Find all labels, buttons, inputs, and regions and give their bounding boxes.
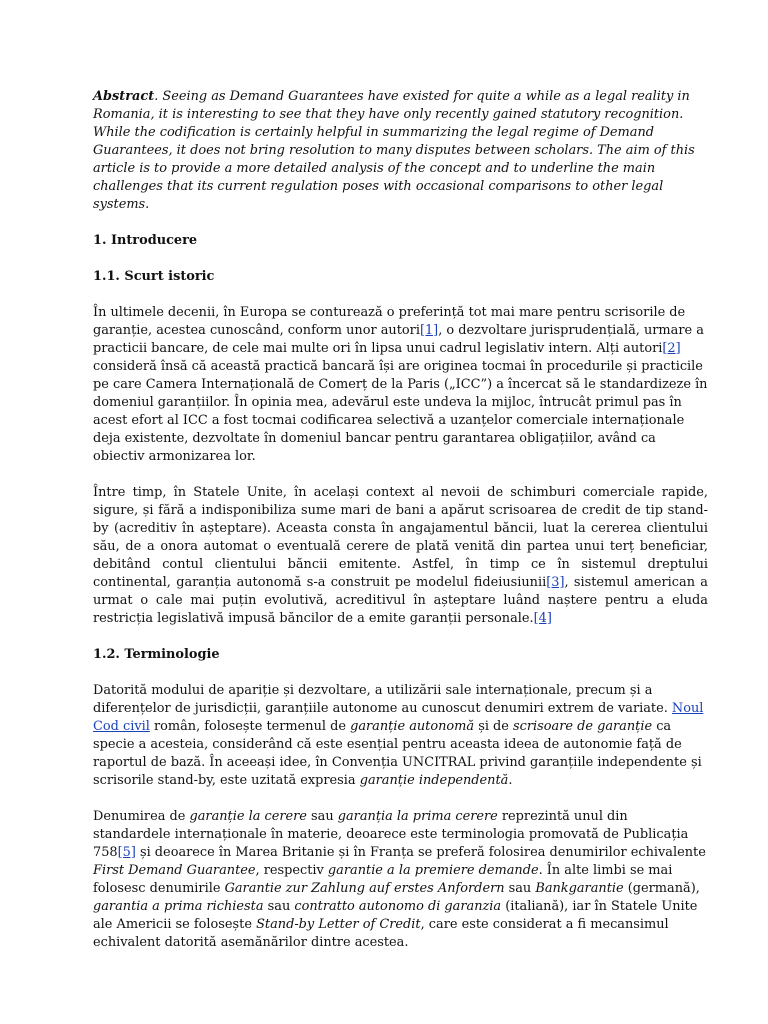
text-run: (italiană), iar în Statele Unite ale Americii se folosește <box>93 899 698 932</box>
italic-term: Garantie zur Zahlung auf erstes Anfordern <box>224 881 505 896</box>
text-run: român, folosește termenul de <box>149 719 351 734</box>
paragraph-terminologie-2 <box>93 808 708 952</box>
section-heading-scurt-istoric: 1.1. Scurt istoric <box>93 269 215 284</box>
italic-term: garanție autonomă <box>350 719 475 734</box>
text-run: , respectiv <box>255 863 328 878</box>
text-run: sau <box>306 809 338 824</box>
text-run: și de <box>474 719 514 734</box>
footnote-link-3[interactable]: [3] <box>546 575 565 590</box>
text-run: (germană), <box>623 881 700 896</box>
text-run: sau <box>504 881 536 896</box>
text-run: Datorită modului de apariție și dezvoltare, a utilizării sale internaționale, precum și a diferențelor de jurisdicții, garanțiile autonome au cunoscut denumiri extrem de variate. <box>93 683 672 716</box>
footnote-link-2[interactable]: [2] <box>662 341 681 356</box>
italic-term: scrisoare de garanție <box>513 719 653 734</box>
paragraph-istoric-1 <box>93 304 708 466</box>
abstract-text: . Seeing as Demand Guarantees have existed for quite a while as a legal reality in Romania, it is interesting to see that they have only recently gained statutory recognition. While the codification is certainly helpful in summarizing the legal regime of Demand Guarantees, it does not bring resolution to many disputes between scholars. The aim of this article is to provide a more detailed analysis of the concept and to underline the main challenges that its current regulation poses with occasional comparisons to other legal systems. <box>93 89 695 212</box>
text-run: , care este considerat a fi mecansimul echivalent datorită asemănărilor dintre acestea. <box>93 917 669 950</box>
text-run: Între timp, în Statele Unite, în același context al nevoii de schimburi comerciale rapide, sigure, și fără a indisponibiliza sume mari de bani a apărut scrisoarea de credit de tip stand-by (acreditiv în așteptare). Aceasta consta în angajamentul băncii, luat la cererea clientului său, de a onora automat o eventuală cerere de plată venită din partea unui terț beneficiar, debitând contul clientului băncii emitente. Astfel, în timp ce în sistemul dreptului continental, garanția autonomă s-a construit pe modelul fideiusiunii <box>93 485 708 590</box>
text-run: și deoarece în Marea Britanie și în Franța se preferă folosirea denumirilor echivalente <box>135 845 706 860</box>
text-run: reprezintă unul din standardele internaționale în materie, deoarece este terminologia promovată de Publicația 758 <box>93 809 689 860</box>
noul-cod-civil-link[interactable]: Noul Cod civil <box>93 701 704 734</box>
italic-term: garantie a la premiere demande <box>327 863 539 878</box>
abstract-paragraph <box>93 88 708 214</box>
text-run: consideră însă că această practică bancară își are originea tocmai în procedurile și practicile pe care Camera Internațională de Comerț de la Paris („ICC”) a încercat să le standardizeze în domeniul garanțiilor. În opinia mea, adevărul este undeva la mijloc, întrucât primul pas în acest efort al ICC a fost tocmai codificarea selectivă a uzanțelor comerciale internaționale deja existente, dezvoltate în domeniul bancar pentru garantarea obligațiilor, având ca obiectiv armonizarea lor. <box>93 359 708 464</box>
text-run: ca specie a acesteia, considerând că este esențial pentru aceasta ideea de autonomie față de raportul de bază. În aceeași idee, în Convenția UNCITRAL privind garanțiile independente și scrisorile stand-by, este uzitată expresia <box>93 719 702 788</box>
italic-term: Bankgarantie <box>535 881 624 896</box>
italic-term: garanția la prima cerere <box>337 809 498 824</box>
footnote-link-5[interactable]: [5] <box>117 845 136 860</box>
text-run: , sistemul american a urmat o cale mai puțin evolutivă, acreditivul în așteptare luând naștere pentru a eluda restricția legislativă impusă băncilor de a emite garanții personale. <box>93 575 708 626</box>
text-run: În ultimele decenii, în Europa se conturează o preferință tot mai mare pentru scrisorile de garanție, acestea cunoscând, conform unor autori <box>93 305 686 338</box>
footnote-link-4[interactable]: [4] <box>533 611 552 626</box>
section-heading-introducere: 1. Introducere <box>93 233 198 248</box>
italic-term: garantia a prima richiesta <box>93 899 264 914</box>
abstract-label: Abstract <box>93 89 155 104</box>
text-run: . În alte limbi se mai folosesc denumirile <box>93 863 673 896</box>
italic-term: contratto autonomo di garanzia <box>294 899 502 914</box>
italic-term: garanție la cerere <box>189 809 307 824</box>
paragraph-istoric-2 <box>93 484 708 628</box>
text-run: , o dezvoltare jurisprudențială, urmare a practicii bancare, de cele mai multe ori în lipsa unui cadrul legislativ intern. Alți autori <box>93 323 704 356</box>
italic-term: Stand-by Letter of Credit <box>256 917 421 932</box>
italic-term: garanție independentă <box>359 773 509 788</box>
section-heading-terminologie: 1.2. Terminologie <box>93 647 220 662</box>
italic-term: First Demand Guarantee <box>93 863 256 878</box>
footnote-link-1[interactable]: [1] <box>419 323 439 338</box>
paragraph-terminologie-1 <box>93 682 708 790</box>
text-run: sau <box>263 899 295 914</box>
text-run: Denumirea de <box>93 809 190 824</box>
text-run: . <box>508 773 513 788</box>
